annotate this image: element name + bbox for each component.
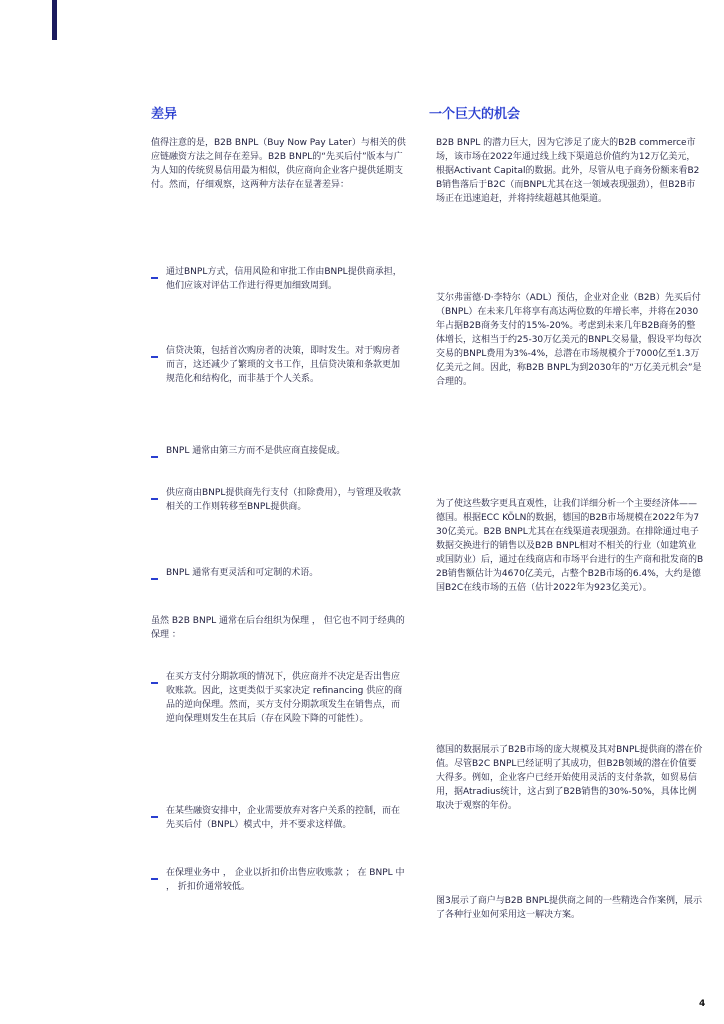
bullet-item-1 — [151, 265, 407, 293]
bullet-text-4: 供应商由BNPL提供商先行支付（扣除费用），与管理及收款相关的工作则转移至BNPL提供商。 — [166, 488, 401, 512]
bullet-item-8 — [151, 866, 407, 894]
bullet-item-6 — [151, 670, 407, 726]
page-number: 4 — [699, 999, 706, 1009]
right-paragraph-2: 艾尔弗雷德·D·李特尔（ADL）预估，企业对企业（B2B）先买后付（BNPL）在未来几年将享有高达两位数的年增长率，并将在2030年占据B2B商务支付的15%-20%。考虑到未来几年B2B商务的整体增长，这相当于约25-30万亿美元的BNPL交易量，假设平均每次交易的BNPL费用为3%-4%，总潜在市场规模介于7000亿至1.3万亿美元之间。因此，称B2B BNPL为到2030年的“万亿美元机会”是合理的。 — [436, 293, 702, 387]
bullet-item-3 — [151, 444, 407, 458]
right-paragraph-4: 德国的数据展示了B2B市场的庞大规模及其对BNPL提供商的潜在价值。尽管B2C BNPL已经证明了其成功，但B2B领域的潜在价值要大得多。例如，企业客户已经开始使用灵活的支付条款，如贸易信用，据Atradius统计，这占到了B2B销售的30%-50%，具体比例取决于观察的年份。 — [436, 745, 703, 811]
bullet-dash — [151, 816, 158, 818]
left-intro-paragraph: 值得注意的是，B2B BNPL（Buy Now Pay Later）与相关的供应链融资方法之间存在差异。B2B BNPL的“先买后付”版本与广为人知的传统贸易信用最为相似，供应商向企业客户提供延期支付。然而，仔细观察，这两种方法存在显著差异： — [151, 138, 406, 190]
bullet-item-5 — [151, 566, 407, 580]
heading-opportunity: 一个巨大的机会 — [429, 107, 521, 122]
bullet-text-3: BNPL 通常由第三方而不是供应商直接促成。 — [166, 446, 346, 456]
bullet-text-6: 在买方支付分期款项的情况下，供应商并不决定是否出售应收账款。因此，这更类似于买家决定 refinancing 供应的商品的逆向保理。然而，买方支付分期款项发生在销售点，而逆向保理则发生在其后（存在风险下降的可能性）。 — [166, 672, 403, 724]
bullet-dash — [151, 578, 158, 580]
bullet-item-4 — [151, 486, 407, 514]
right-paragraph-1: B2B BNPL 的潜力巨大，因为它涉足了庞大的B2B commerce市场，该市场在2022年通过线上线下渠道总价值约为12万亿美元，根据Activant Capital的数据。此外，尽管从电子商务份额来看B2B销售落后于B2C（而BNPL尤其在这一领域表现强劲），但B2B市场正在迅速追赶，并将持续超越其他渠道。 — [436, 138, 700, 204]
left-mid-paragraph: 虽然 B2B BNPL 通常在后台组织为保理 ， 但它也不同于经典的保理 ： — [151, 616, 405, 640]
heading-differences: 差异 — [151, 107, 178, 122]
bullet-item-2 — [151, 344, 407, 386]
bullet-text-2: 信贷决策，包括首次购房者的决策，即时发生。对于购房者而言，这还减少了繁琐的文书工作，且信贷决策和条款更加规范化和结构化，而非基于个人关系。 — [166, 346, 401, 384]
right-paragraph-3: 为了使这些数字更具直观性，让我们详细分析一个主要经济体——德国。根据ECC KÖLN的数据，德国的B2B市场规模在2022年为730亿美元。B2B BNPL尤其在在线渠道表现强劲。在排除通过电子数据交换进行的销售以及B2B BNPL相对不相关的行业（如建筑业或国防业）后，通过在线商店和市场平台进行的生产商和批发商的B2B销售额估计为4670亿美元，占整个B2B市场的6.4%，大约是德国B2C在线市场的五倍（估计2022年为923亿美元）。 — [436, 499, 704, 593]
bullet-dash — [151, 277, 158, 279]
bullet-dash — [151, 682, 158, 684]
bullet-dash — [151, 498, 158, 500]
bullet-text-5: BNPL 通常有更灵活和可定制的术语。 — [166, 568, 319, 578]
bullet-dash — [151, 878, 158, 880]
bullet-text-8: 在保理业务中 ， 企业以折扣价出售应收账款 ； 在 BNPL 中 ， 折扣价通常较低。 — [166, 868, 405, 892]
bullet-dash — [151, 456, 158, 458]
bullet-text-7: 在某些融资安排中，企业需要放弃对客户关系的控制，而在先买后付（BNPL）模式中，并不要求这样做。 — [166, 806, 401, 830]
bullet-item-7 — [151, 804, 407, 832]
right-paragraph-5: 图3展示了商户与B2B BNPL提供商之间的一些精选合作案例，展示了各种行业如何采用这一解决方案。 — [436, 896, 703, 920]
top-accent-bar — [52, 0, 57, 40]
bullet-text-1: 通过BNPL方式，信用风险和审批工作由BNPL提供商承担，他们应该对评估工作进行得更加细致周到。 — [166, 267, 402, 291]
bullet-dash — [151, 356, 158, 358]
